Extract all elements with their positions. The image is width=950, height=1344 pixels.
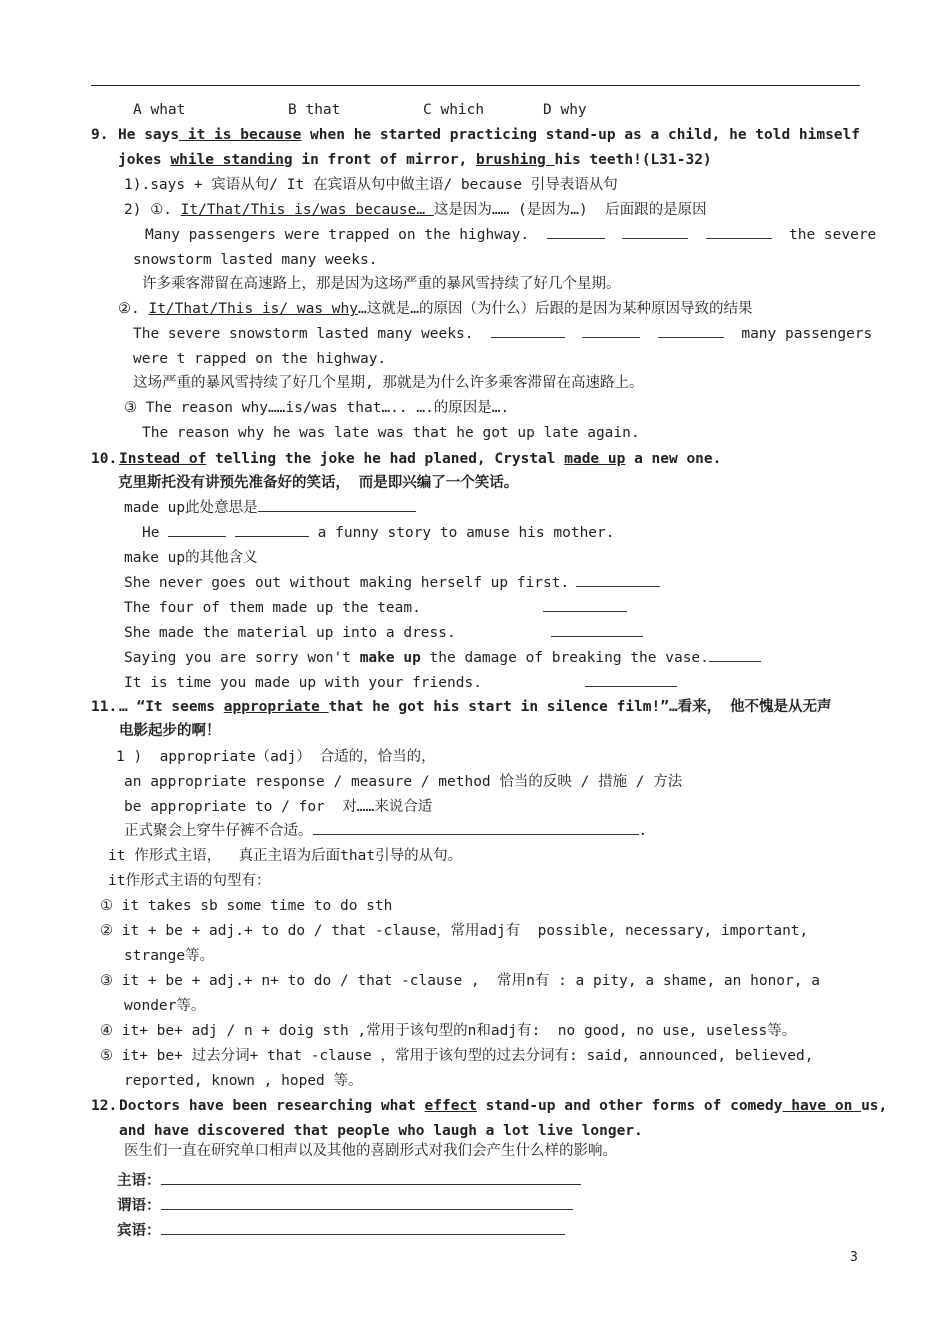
q10-translation: 克里斯托没有讲预先准备好的笑话， 而是即兴编了一个笑话。 — [118, 475, 519, 491]
q12-sentence: Doctors have been researching what effect stand-up and other forms of comedy have on us, — [119, 1098, 888, 1114]
q11-line-5: it 作形式主语， 真正主语为后面that引导的从句。 — [108, 848, 463, 864]
q12-subject-row: 主语： — [117, 1171, 581, 1191]
q9-example-3: The reason why he was late was that he got up late again. — [142, 425, 640, 441]
q10-line-2: He a funny story to amuse his mother. — [142, 525, 615, 541]
q10-line-6: She made the material up into a dress. — [124, 625, 456, 641]
q11-line-1: 1 ) appropriate（adj） 合适的，恰当的， — [116, 749, 436, 765]
q12-translation: 医生们一直在研究单口相声以及其他的喜剧形式对我们会产生什么样的影响。 — [124, 1143, 617, 1159]
option-d: D why — [543, 102, 587, 118]
q11-pattern-3-cont: wonder等。 — [124, 998, 206, 1014]
q10-line-3: make up的其他含义 — [124, 550, 258, 566]
q9-number: 9. — [91, 127, 109, 143]
q11-pattern-3: ③ it + be + adj.+ n+ to do / that -clause , 常用n有 : a pity, a shame, an honor, a — [100, 973, 820, 989]
q10-line-8: It is time you made up with your friends. — [124, 675, 482, 691]
q9-note-3: ②. It/That/This is/ was why…这就是…的原因（为什么）后跟的是因为某种原因导致的结果 — [118, 301, 753, 317]
q11-line-6: it作形式主语的句型有： — [108, 873, 271, 889]
q11-pattern-1: ① it takes sb some time to do sth — [100, 898, 393, 914]
q10-blank-4 — [576, 573, 660, 593]
q11-pattern-2: ② it + be + adj.+ to do / that -clause，常用adj有 possible, necessary, important, — [100, 923, 809, 939]
q11-line-3: be appropriate to / for 对……来说合适 — [124, 799, 433, 815]
q12-sentence-cont: and have discovered that people who laugh a lot live longer. — [119, 1123, 643, 1139]
q9-note-2: 2) ①. It/That/This is/was because… 这是因为…… (是因为…) 后面跟的是原因 — [124, 202, 707, 218]
q10-number: 10. — [91, 451, 118, 467]
option-b: B that — [288, 102, 341, 118]
q10-blank-8 — [585, 673, 677, 693]
q9-example-2-translation: 这场严重的暴风雪持续了好几个星期, 那就是为什么许多乘客滞留在高速路上。 — [133, 375, 644, 391]
q10-line-5: The four of them made up the team. — [124, 600, 421, 616]
q10-line-4: She never goes out without making herself up first. — [124, 575, 570, 591]
q11-pattern-2-cont: strange等。 — [124, 948, 215, 964]
q9-example-1: Many passengers were trapped on the highway. the severe — [145, 227, 877, 243]
q11-pattern-5: ⑤ it+ be+ 过去分词+ that -clause ，常用于该句型的过去分词有: said, announced, believed, — [100, 1048, 814, 1064]
q10-line-1: made up此处意思是 — [124, 498, 416, 518]
option-a: A what — [133, 102, 186, 118]
q9-example-2-cont: were t rapped on the highway. — [133, 351, 387, 367]
page-number: 3 — [850, 1250, 858, 1265]
q9-example-1-translation: 许多乘客滞留在高速路上，那是因为这场严重的暴风雪持续了好几个星期。 — [142, 276, 621, 292]
q11-number: 11. — [91, 699, 118, 715]
q9-example-2: The severe snowstorm lasted many weeks. many passengers — [133, 326, 873, 342]
q11-line-2: an appropriate response / measure / method 恰当的反映 / 措施 / 方法 — [124, 774, 683, 790]
q12-object-row: 宾语： — [117, 1221, 565, 1241]
q10-blank-6 — [551, 623, 643, 643]
q11-pattern-5-cont: reported, known , hoped 等。 — [124, 1073, 363, 1089]
q12-predicate-row: 谓语： — [117, 1196, 573, 1216]
q10-blank-5 — [543, 598, 627, 618]
q11-pattern-4: ④ it+ be+ adj / n + doig sth ,常用于该句型的n和adj有: no good, no use, useless等。 — [100, 1023, 797, 1039]
q10-line-7: Saying you are sorry won't make up the damage of breaking the vase. — [124, 648, 761, 668]
q9-note-1: 1).says + 宾语从句/ It 在宾语从句中做主语/ because 引导表语从句 — [124, 177, 618, 193]
header-rule — [91, 85, 860, 86]
q9-sentence-line1: He says it is because when he started practicing stand-up as a child, he told himself — [118, 127, 861, 143]
q11-line-4: 正式聚会上穿牛仔裤不合适。 . — [124, 823, 648, 839]
q10-sentence: Instead of telling the joke he had planed, Crystal made up a new one. — [119, 451, 722, 467]
q9-sentence-line2: jokes while standing in front of mirror, brushing his teeth!(L31-32) — [118, 152, 712, 168]
q9-note-4: ③ The reason why……is/was that….. ….的原因是…. — [124, 400, 510, 416]
q11-sentence-cont: 电影起步的啊！ — [119, 723, 221, 739]
option-c: C which — [423, 102, 485, 118]
q9-example-1-cont: snowstorm lasted many weeks. — [133, 252, 378, 268]
q11-sentence: … “It seems appropriate that he got his start in silence film!”…看来， 他不愧是从无声 — [119, 699, 832, 715]
q12-number: 12. — [91, 1098, 118, 1114]
